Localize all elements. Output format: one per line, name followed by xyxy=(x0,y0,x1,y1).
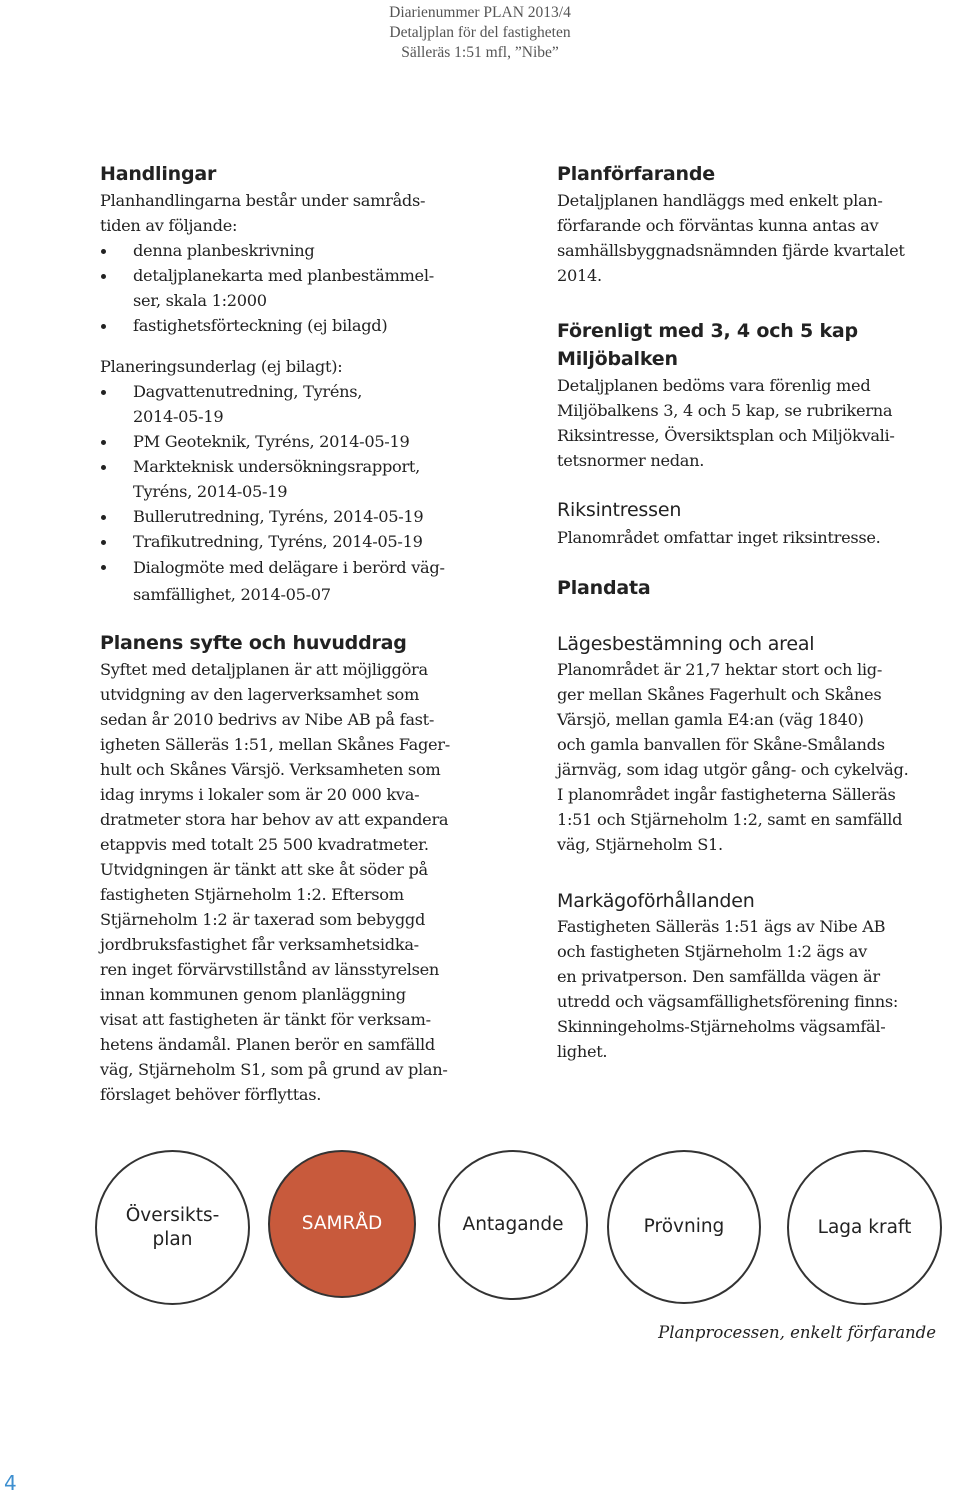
text-line: väg, Stjärneholm S1, som på grund av plan- xyxy=(100,1060,448,1079)
process-step-laga-kraft xyxy=(787,1150,942,1305)
syfte-heading: Planens syfte och huvuddrag xyxy=(100,632,407,654)
header-property: Sälleräs 1:51 mfl, ”Nibe” xyxy=(401,44,559,61)
process-step-label: Laga kraft xyxy=(817,1216,912,1238)
page-number: 4 xyxy=(4,1471,17,1495)
text-line: lighet. xyxy=(557,1042,608,1061)
miljobalken-heading xyxy=(557,317,957,373)
text-line: utredd och vägsamfällighetsförening finns: xyxy=(557,992,899,1011)
text-line: tetsnormer nedan. xyxy=(557,451,705,470)
section-plandata xyxy=(557,574,957,602)
text-line: 1:51 och Stjärneholm 1:2, samt en samfälld xyxy=(557,810,903,829)
text-line: Detaljplanen bedöms vara förenlig med xyxy=(557,376,871,395)
heading-line: Förenligt med 3, 4 och 5 kap xyxy=(557,320,858,342)
text-line: en privatperson. Den samfällda vägen är xyxy=(557,967,880,986)
text-line: visat att fastigheten är tänkt för verksam- xyxy=(100,1010,431,1029)
list-item-text: Bullerutredning, Tyréns, 2014-05-19 xyxy=(133,507,424,526)
text-line: idag inryms i lokaler som är 20 000 kva- xyxy=(100,785,420,804)
right-column xyxy=(557,160,957,1064)
text-line: jordbruksfastighet får verksamhetsidka- xyxy=(100,935,419,954)
mark-heading: Markägoförhållanden xyxy=(557,890,755,912)
text-line: Skinningeholms-Stjärneholms vägsamfäl- xyxy=(557,1017,886,1036)
text-line: ren inget förvärvstillstånd av länsstyrelsen xyxy=(100,960,440,979)
list-item xyxy=(100,504,510,529)
list-item-text: samfällighet, 2014-05-07 xyxy=(133,585,331,604)
list-item xyxy=(100,454,510,504)
list-item xyxy=(100,263,510,313)
handlingar-list xyxy=(100,238,510,338)
list-item-text: denna planbeskrivning xyxy=(133,241,315,260)
text-line: utvidgning av den lagerverksamhet som xyxy=(100,685,420,704)
list-item-text: detaljplanekarta med planbestämmel- xyxy=(133,266,434,285)
heading-line: Miljöbalken xyxy=(557,348,678,370)
list-item xyxy=(100,313,510,338)
text-line: fastigheten Stjärneholm 1:2. Eftersom xyxy=(100,885,404,904)
list-item xyxy=(100,429,510,454)
text-line: Syftet med detaljplanen är att möjliggöra xyxy=(100,660,428,679)
plan-process-diagram xyxy=(95,1150,955,1300)
list-item-text: Trafikutredning, Tyréns, 2014-05-19 xyxy=(133,532,423,551)
text-line: Miljöbalkens 3, 4 och 5 kap, se rubrikerna xyxy=(557,401,893,420)
text-line: järnväg, som idag utgör gång- och cykelväg. xyxy=(557,760,909,779)
list-item-text: Tyréns, 2014-05-19 xyxy=(133,482,288,501)
underlag-intro: Planeringsunderlag (ej bilagt): xyxy=(100,357,343,376)
header-title: Detaljplan för del fastigheten xyxy=(389,24,571,41)
process-step-provning xyxy=(607,1150,761,1304)
riksintressen-text: Planområdet omfattar inget riksintresse. xyxy=(557,528,881,547)
text-line: Utvidgningen är tänkt att ske åt söder på xyxy=(100,860,428,879)
section-riksintressen xyxy=(557,497,957,550)
text-line: sedan år 2010 bedrivs av Nibe AB på fast- xyxy=(100,710,435,729)
process-step-samrad xyxy=(268,1150,416,1298)
text-line: Fastigheten Sälleräs 1:51 ägs av Nibe AB xyxy=(557,917,886,936)
text-line: och fastigheten Stjärneholm 1:2 ägs av xyxy=(557,942,867,961)
text-line: Planområdet är 21,7 hektar stort och lig- xyxy=(557,660,883,679)
section-planforfarande xyxy=(557,160,957,288)
label-line: plan xyxy=(152,1228,193,1250)
list-item xyxy=(100,529,510,554)
list-item-text: Dialogmöte med delägare i berörd väg- xyxy=(133,558,445,577)
handlingar-heading: Handlingar xyxy=(100,163,217,185)
list-item-text: fastighetsförteckning (ej bilagd) xyxy=(133,316,388,335)
label-line: Översikts- xyxy=(125,1204,220,1226)
header-diarienummer: Diarienummer PLAN 2013/4 xyxy=(389,4,571,21)
list-item xyxy=(100,238,510,263)
text-line: 2014. xyxy=(557,266,602,285)
process-step-label xyxy=(126,1204,220,1252)
list-item-text: 2014-05-19 xyxy=(133,407,224,426)
text-line: etappvis med totalt 25 500 kvadratmeter. xyxy=(100,835,429,854)
process-step-antagande xyxy=(438,1150,588,1300)
section-handlingar xyxy=(100,160,510,608)
list-item xyxy=(100,379,510,429)
lage-body xyxy=(557,657,957,857)
process-step-label: SAMRÅD xyxy=(301,1213,383,1234)
list-item-text: Markteknisk undersökningsrapport, xyxy=(133,457,420,476)
text-line: igheten Sälleräs 1:51, mellan Skånes Fager- xyxy=(100,735,450,754)
process-step-label: Prövning xyxy=(643,1216,725,1237)
text-line: ger mellan Skånes Fagerhult och Skånes xyxy=(557,685,882,704)
text-line: Detaljplanen handläggs med enkelt plan- xyxy=(557,191,883,210)
text-line: Riksintresse, Översiktsplan och Miljökvali- xyxy=(557,426,895,445)
process-step-oversiktsplan xyxy=(95,1150,250,1305)
left-column xyxy=(100,160,510,1107)
list-item-text: ser, skala 1:2000 xyxy=(133,291,267,310)
handlingar-intro xyxy=(100,188,510,238)
plandata-heading: Plandata xyxy=(557,577,651,599)
riksintressen-heading: Riksintressen xyxy=(557,499,682,521)
text-line: Stjärneholm 1:2 är taxerad som bebyggd xyxy=(100,910,426,929)
lage-heading: Lägesbestämning och areal xyxy=(557,633,815,655)
process-caption: Planprocessen, enkelt förfarande xyxy=(658,1323,936,1342)
section-syfte xyxy=(100,629,510,1107)
text-line: förfarande och förväntas kunna antas av xyxy=(557,216,879,235)
text-line: hult och Skånes Värsjö. Verksamheten som xyxy=(100,760,441,779)
process-step-label: Antagande xyxy=(462,1214,564,1235)
text-line: väg, Stjärneholm S1. xyxy=(557,835,723,854)
section-lage xyxy=(557,631,957,857)
document-header xyxy=(0,3,960,63)
section-mark xyxy=(557,888,957,1064)
text-line: Värsjö, mellan gamla E4:an (väg 1840) xyxy=(557,710,864,729)
syfte-body xyxy=(100,657,510,1107)
list-item-text: Dagvattenutredning, Tyréns, xyxy=(133,382,363,401)
planforfarande-heading: Planförfarande xyxy=(557,163,715,185)
text-line: dratmeter stora har behov av att expandera xyxy=(100,810,449,829)
underlag-list xyxy=(100,379,510,608)
text-line: tiden av följande: xyxy=(100,216,238,235)
mark-body xyxy=(557,914,957,1064)
section-miljobalken xyxy=(557,317,957,473)
text-line: samhällsbyggnadsnämnden fjärde kvartalet xyxy=(557,241,905,260)
text-line: och gamla banvallen för Skåne-Smålands xyxy=(557,735,885,754)
planforfarande-body xyxy=(557,188,957,288)
miljobalken-body xyxy=(557,373,957,473)
text-line: förslaget behöver förflyttas. xyxy=(100,1085,322,1104)
list-item xyxy=(100,554,510,608)
text-line: Planhandlingarna består under samråds- xyxy=(100,191,426,210)
text-line: hetens ändamål. Planen berör en samfälld xyxy=(100,1035,435,1054)
text-line: innan kommunen genom planläggning xyxy=(100,985,406,1004)
list-item-text: PM Geoteknik, Tyréns, 2014-05-19 xyxy=(133,432,410,451)
text-line: I planområdet ingår fastigheterna Sälleräs xyxy=(557,785,896,804)
